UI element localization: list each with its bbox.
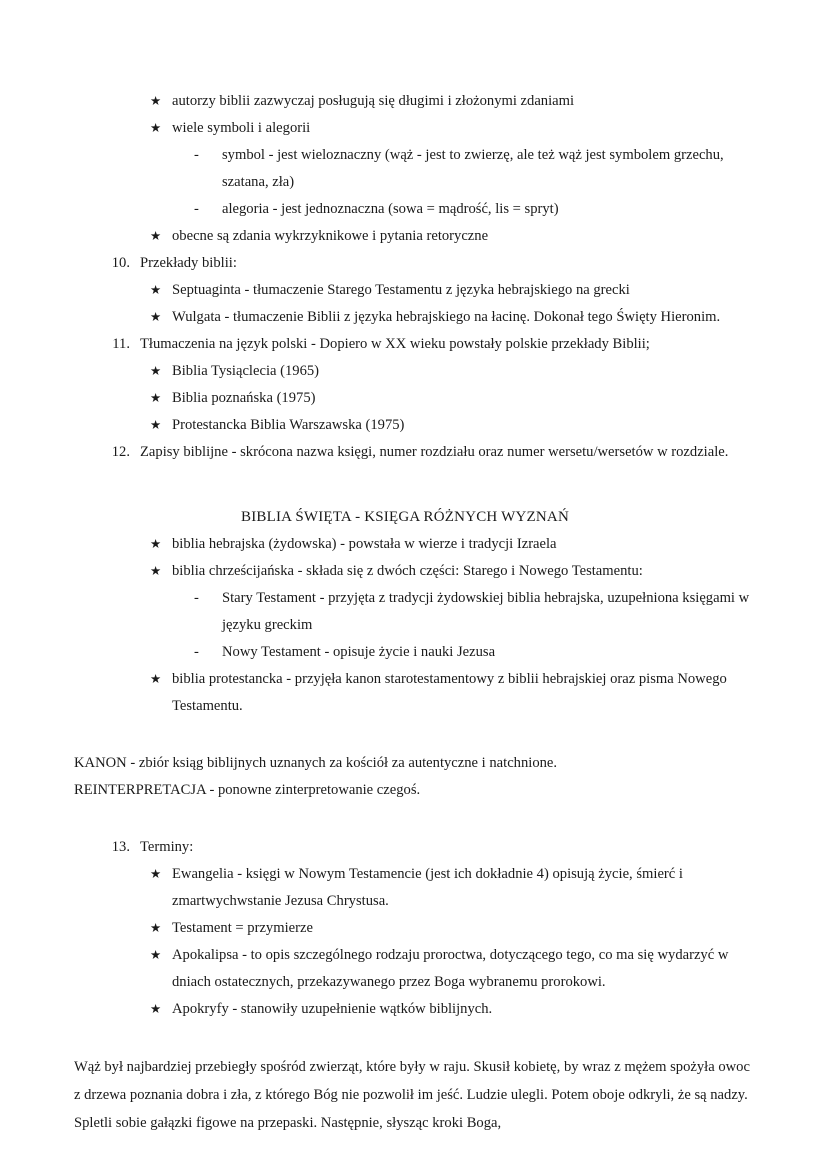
list-item [72, 412, 756, 439]
star-bullet-icon: ★ [150, 418, 162, 432]
item-title: Tłumaczenia na język polski - Dopiero w XX wieku powstały polskie przekłady Biblii; [140, 336, 650, 352]
section-heading: BIBLIA ŚWIĘTA - KSIĘGA RÓŻNYCH WYZNAŃ [241, 509, 569, 525]
definition-reinterpretacja: REINTERPRETACJA - ponowne zinterpretowanie czegoś. [74, 782, 421, 798]
numbered-item-11 [72, 331, 756, 358]
list-item [72, 996, 756, 1023]
sub-list-item [72, 196, 756, 223]
star-bullet-icon: ★ [150, 121, 162, 135]
list-item [72, 531, 756, 558]
numbered-item-13 [72, 834, 756, 861]
item-title: Przekłady biblii: [140, 255, 237, 271]
list-item-text: Biblia poznańska (1975) [172, 390, 316, 406]
star-bullet-icon: ★ [150, 1002, 162, 1016]
star-bullet-icon: ★ [150, 921, 162, 935]
spacer [72, 804, 756, 834]
list-item-text: biblia chrześcijańska - składa się z dwóch części: Starego i Nowego Testamentu: [172, 563, 643, 579]
star-bullet-icon: ★ [150, 94, 162, 108]
spacer [72, 466, 756, 504]
sub-list-item-text: Nowy Testament - opisuje życie i nauki Jezusa [222, 644, 496, 660]
list-item-text: biblia hebrajska (żydowska) - powstała w wierze i tradycji Izraela [172, 536, 557, 552]
star-bullet-icon: ★ [150, 391, 162, 405]
list-item-text: obecne są zdania wykrzyknikowe i pytania retoryczne [172, 228, 489, 244]
item-title: Terminy: [140, 839, 194, 855]
sub-list-item-text: symbol - jest wieloznaczny (wąż - jest to zwierzę, ale też wąż jest symbolem grzechu, szatana, zła) [222, 147, 724, 190]
list-item [72, 277, 756, 304]
list-item-text: Protestancka Biblia Warszawska (1975) [172, 417, 405, 433]
star-bullet-icon: ★ [150, 310, 162, 324]
star-bullet-icon: ★ [150, 229, 162, 243]
dash-bullet-icon: - [194, 590, 199, 606]
star-bullet-icon: ★ [150, 283, 162, 297]
list-item [72, 358, 756, 385]
sub-list-item [72, 639, 756, 666]
list-item [72, 304, 756, 331]
list-item-text: biblia protestancka - przyjęła kanon starotestamentowy z biblii hebrajskiej oraz pisma Nowego Testamentu. [172, 671, 727, 714]
closing-paragraph: Wąż był najbardziej przebiegły spośród zwierząt, które były w raju. Skusił kobietę, by wraz z mężem spożyła owoc z drzewa poznania dobra i zła, z którego Bóg nie pozwolił im jeść. Ludzie ulegli. Potem oboje odkryli, że są nadzy. Spletli sobie gałązki figowe na przepaski. Następnie, słysząc kroki Boga, [74, 1059, 750, 1131]
item-number: 13. [111, 839, 130, 855]
sub-list-item-text: Stary Testament - przyjęta z tradycji żydowskiej biblia hebrajska, uzupełniona księgami w języku greckim [222, 590, 750, 633]
spacer [72, 1023, 756, 1053]
star-bullet-icon: ★ [150, 537, 162, 551]
list-item [72, 115, 756, 142]
star-bullet-icon: ★ [150, 948, 162, 962]
list-item [72, 915, 756, 942]
list-item-text: Wulgata - tłumaczenie Biblii z języka hebrajskiego na łacinę. Dokonał tego Święty Hieronim. [172, 309, 721, 325]
list-item-text: Testament = przymierze [172, 920, 313, 936]
list-item-text: Septuaginta - tłumaczenie Starego Testamentu z języka hebrajskiego na grecki [172, 282, 630, 298]
item-number: 10. [111, 255, 130, 271]
star-bullet-icon: ★ [150, 672, 162, 686]
list-item [72, 666, 756, 720]
sub-list-item-text: alegoria - jest jednoznaczna (sowa = mądrość, lis = spryt) [222, 201, 559, 217]
list-item [72, 558, 756, 585]
item-number: 12. [111, 444, 130, 460]
list-item [72, 385, 756, 412]
list-item-text: Apokalipsa - to opis szczególnego rodzaju proroctwa, dotyczącego tego, co ma się wydarzyć w dniach ostatecznych, przekazywanego przez Boga wybranemu prorokowi. [172, 947, 729, 990]
list-item [72, 223, 756, 250]
list-item-text: Ewangelia - księgi w Nowym Testamencie (jest ich dokładnie 4) opisują życie, śmierć i zmartwychwstanie Jezusa Chrystusa. [172, 866, 683, 909]
star-bullet-icon: ★ [150, 364, 162, 378]
item-title: Zapisy biblijne - skrócona nazwa księgi, numer rozdziału oraz numer wersetu/wersetów w rozdziale. [140, 444, 729, 460]
list-item [72, 861, 756, 915]
star-bullet-icon: ★ [150, 867, 162, 881]
list-item [72, 88, 756, 115]
list-item-text: autorzy biblii zazwyczaj posługują się długimi i złożonymi zdaniami [172, 93, 575, 109]
item-number: 11. [112, 336, 130, 352]
list-item [72, 942, 756, 996]
dash-bullet-icon: - [194, 147, 199, 163]
dash-bullet-icon: - [194, 201, 199, 217]
list-item-text: Apokryfy - stanowiły uzupełnienie wątków biblijnych. [172, 1001, 493, 1017]
list-item-text: Biblia Tysiąclecia (1965) [172, 363, 320, 379]
dash-bullet-icon: - [194, 644, 199, 660]
list-item-text: wiele symboli i alegorii [172, 120, 311, 136]
star-bullet-icon: ★ [150, 564, 162, 578]
numbered-item-12 [72, 439, 756, 466]
spacer [72, 720, 756, 750]
numbered-item-10 [72, 250, 756, 277]
sub-list-item [72, 142, 756, 196]
definition-kanon: KANON - zbiór ksiąg biblijnych uznanych za kościół za autentyczne i natchnione. [74, 755, 558, 771]
sub-list-item [72, 585, 756, 639]
